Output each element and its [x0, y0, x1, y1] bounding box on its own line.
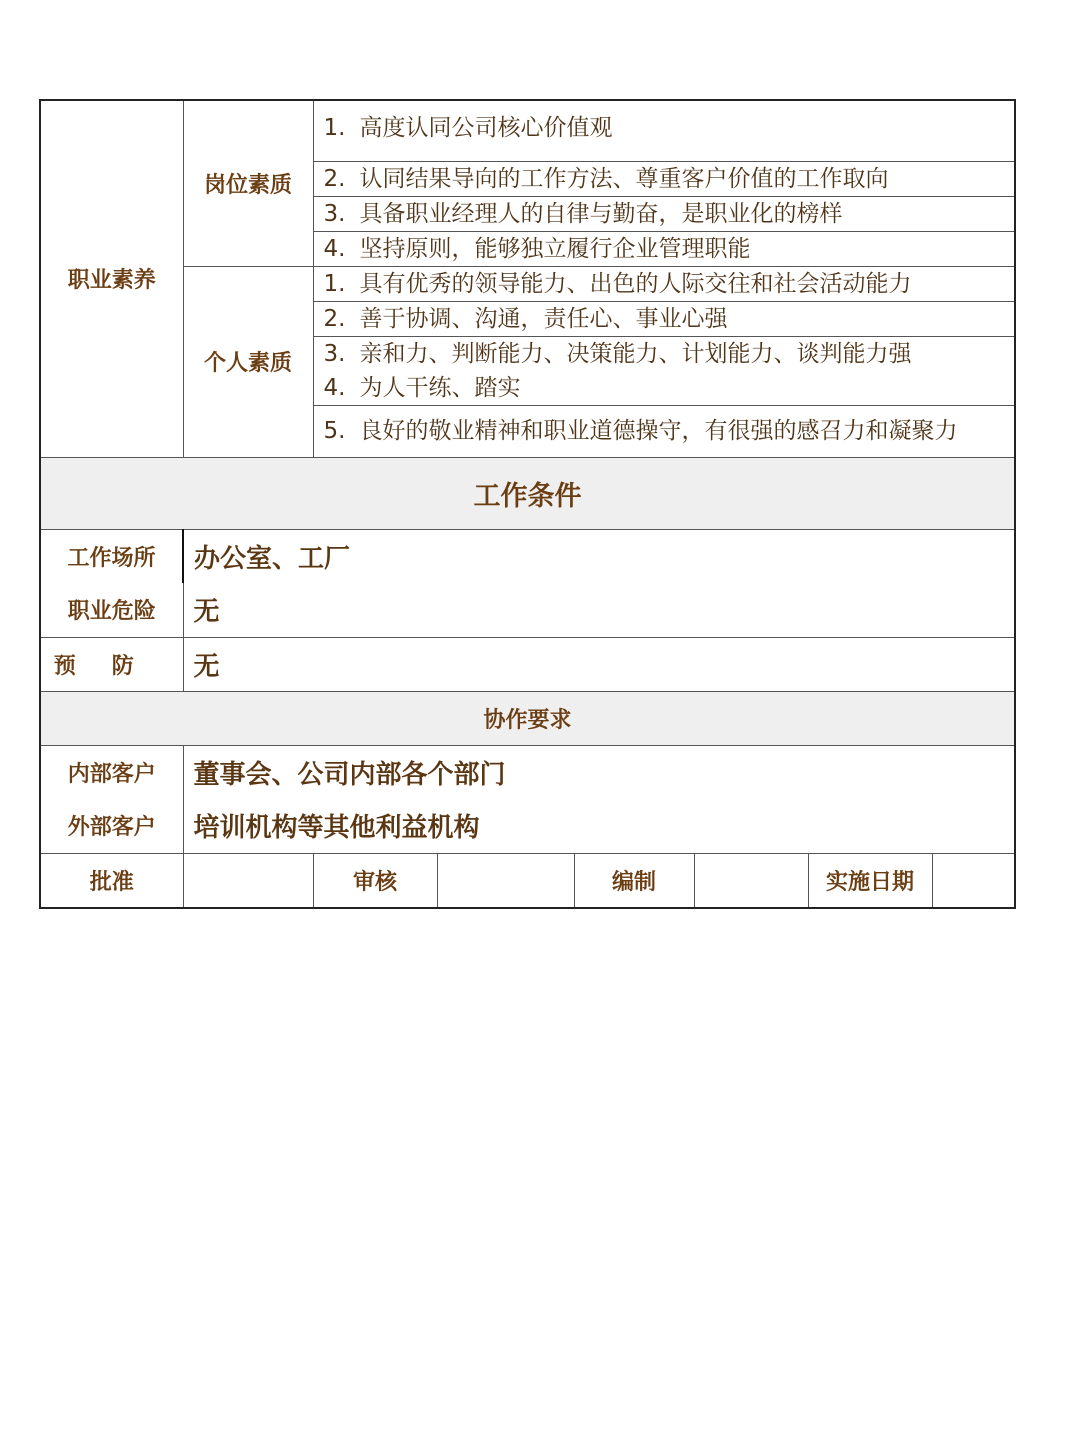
- collaboration-title: 协作要求: [40, 691, 1015, 745]
- quality-category-label: 职业素养: [40, 100, 183, 457]
- implementation-date-label: 实施日期: [808, 853, 932, 908]
- personal-quality-item: 5. 良好的敬业精神和职业道德操守，有很强的感召力和凝聚力: [313, 405, 1015, 457]
- work-place-value: 办公室、工厂: [183, 529, 1015, 583]
- compile-field[interactable]: [694, 853, 808, 908]
- compile-label: 编制: [574, 853, 694, 908]
- approve-field[interactable]: [183, 853, 313, 908]
- job-description-table: [39, 99, 1016, 909]
- job-quality-label: 岗位素质: [183, 100, 313, 266]
- personal-quality-item: 1. 具有优秀的领导能力、出色的人际交往和社会活动能力: [313, 266, 1015, 301]
- personal-quality-item: 2. 善于协调、沟通，责任心、事业心强: [313, 301, 1015, 336]
- job-quality-item: 2. 认同结果导向的工作方法、尊重客户价值的工作取向: [313, 161, 1015, 196]
- internal-customer-label: 内部客户: [40, 745, 183, 799]
- job-quality-item: 3. 具备职业经理人的自律与勤奋，是职业化的榜样: [313, 196, 1015, 231]
- job-quality-item: 1. 高度认同公司核心价值观: [313, 100, 1015, 161]
- work-place-label: 工作场所: [40, 529, 183, 583]
- approve-label: 批准: [40, 853, 183, 908]
- work-conditions-title: 工作条件: [40, 457, 1015, 529]
- external-customer-label: 外部客户: [40, 799, 183, 853]
- personal-quality-item: 4. 为人干练、踏实: [313, 371, 1015, 405]
- prevention-label: 预防: [40, 637, 183, 691]
- occupational-hazard-value: 无: [183, 583, 1015, 637]
- external-customer-value: 培训机构等其他利益机构: [183, 799, 1015, 853]
- prevention-value: 无: [183, 637, 1015, 691]
- implementation-date-field[interactable]: [932, 853, 1015, 908]
- occupational-hazard-label: 职业危险: [40, 583, 183, 637]
- personal-quality-item: 3. 亲和力、判断能力、决策能力、计划能力、谈判能力强: [313, 336, 1015, 371]
- review-label: 审核: [313, 853, 437, 908]
- internal-customer-value: 董事会、公司内部各个部门: [183, 745, 1015, 799]
- review-field[interactable]: [437, 853, 574, 908]
- job-quality-item: 4. 坚持原则，能够独立履行企业管理职能: [313, 231, 1015, 266]
- personal-quality-label: 个人素质: [183, 266, 313, 457]
